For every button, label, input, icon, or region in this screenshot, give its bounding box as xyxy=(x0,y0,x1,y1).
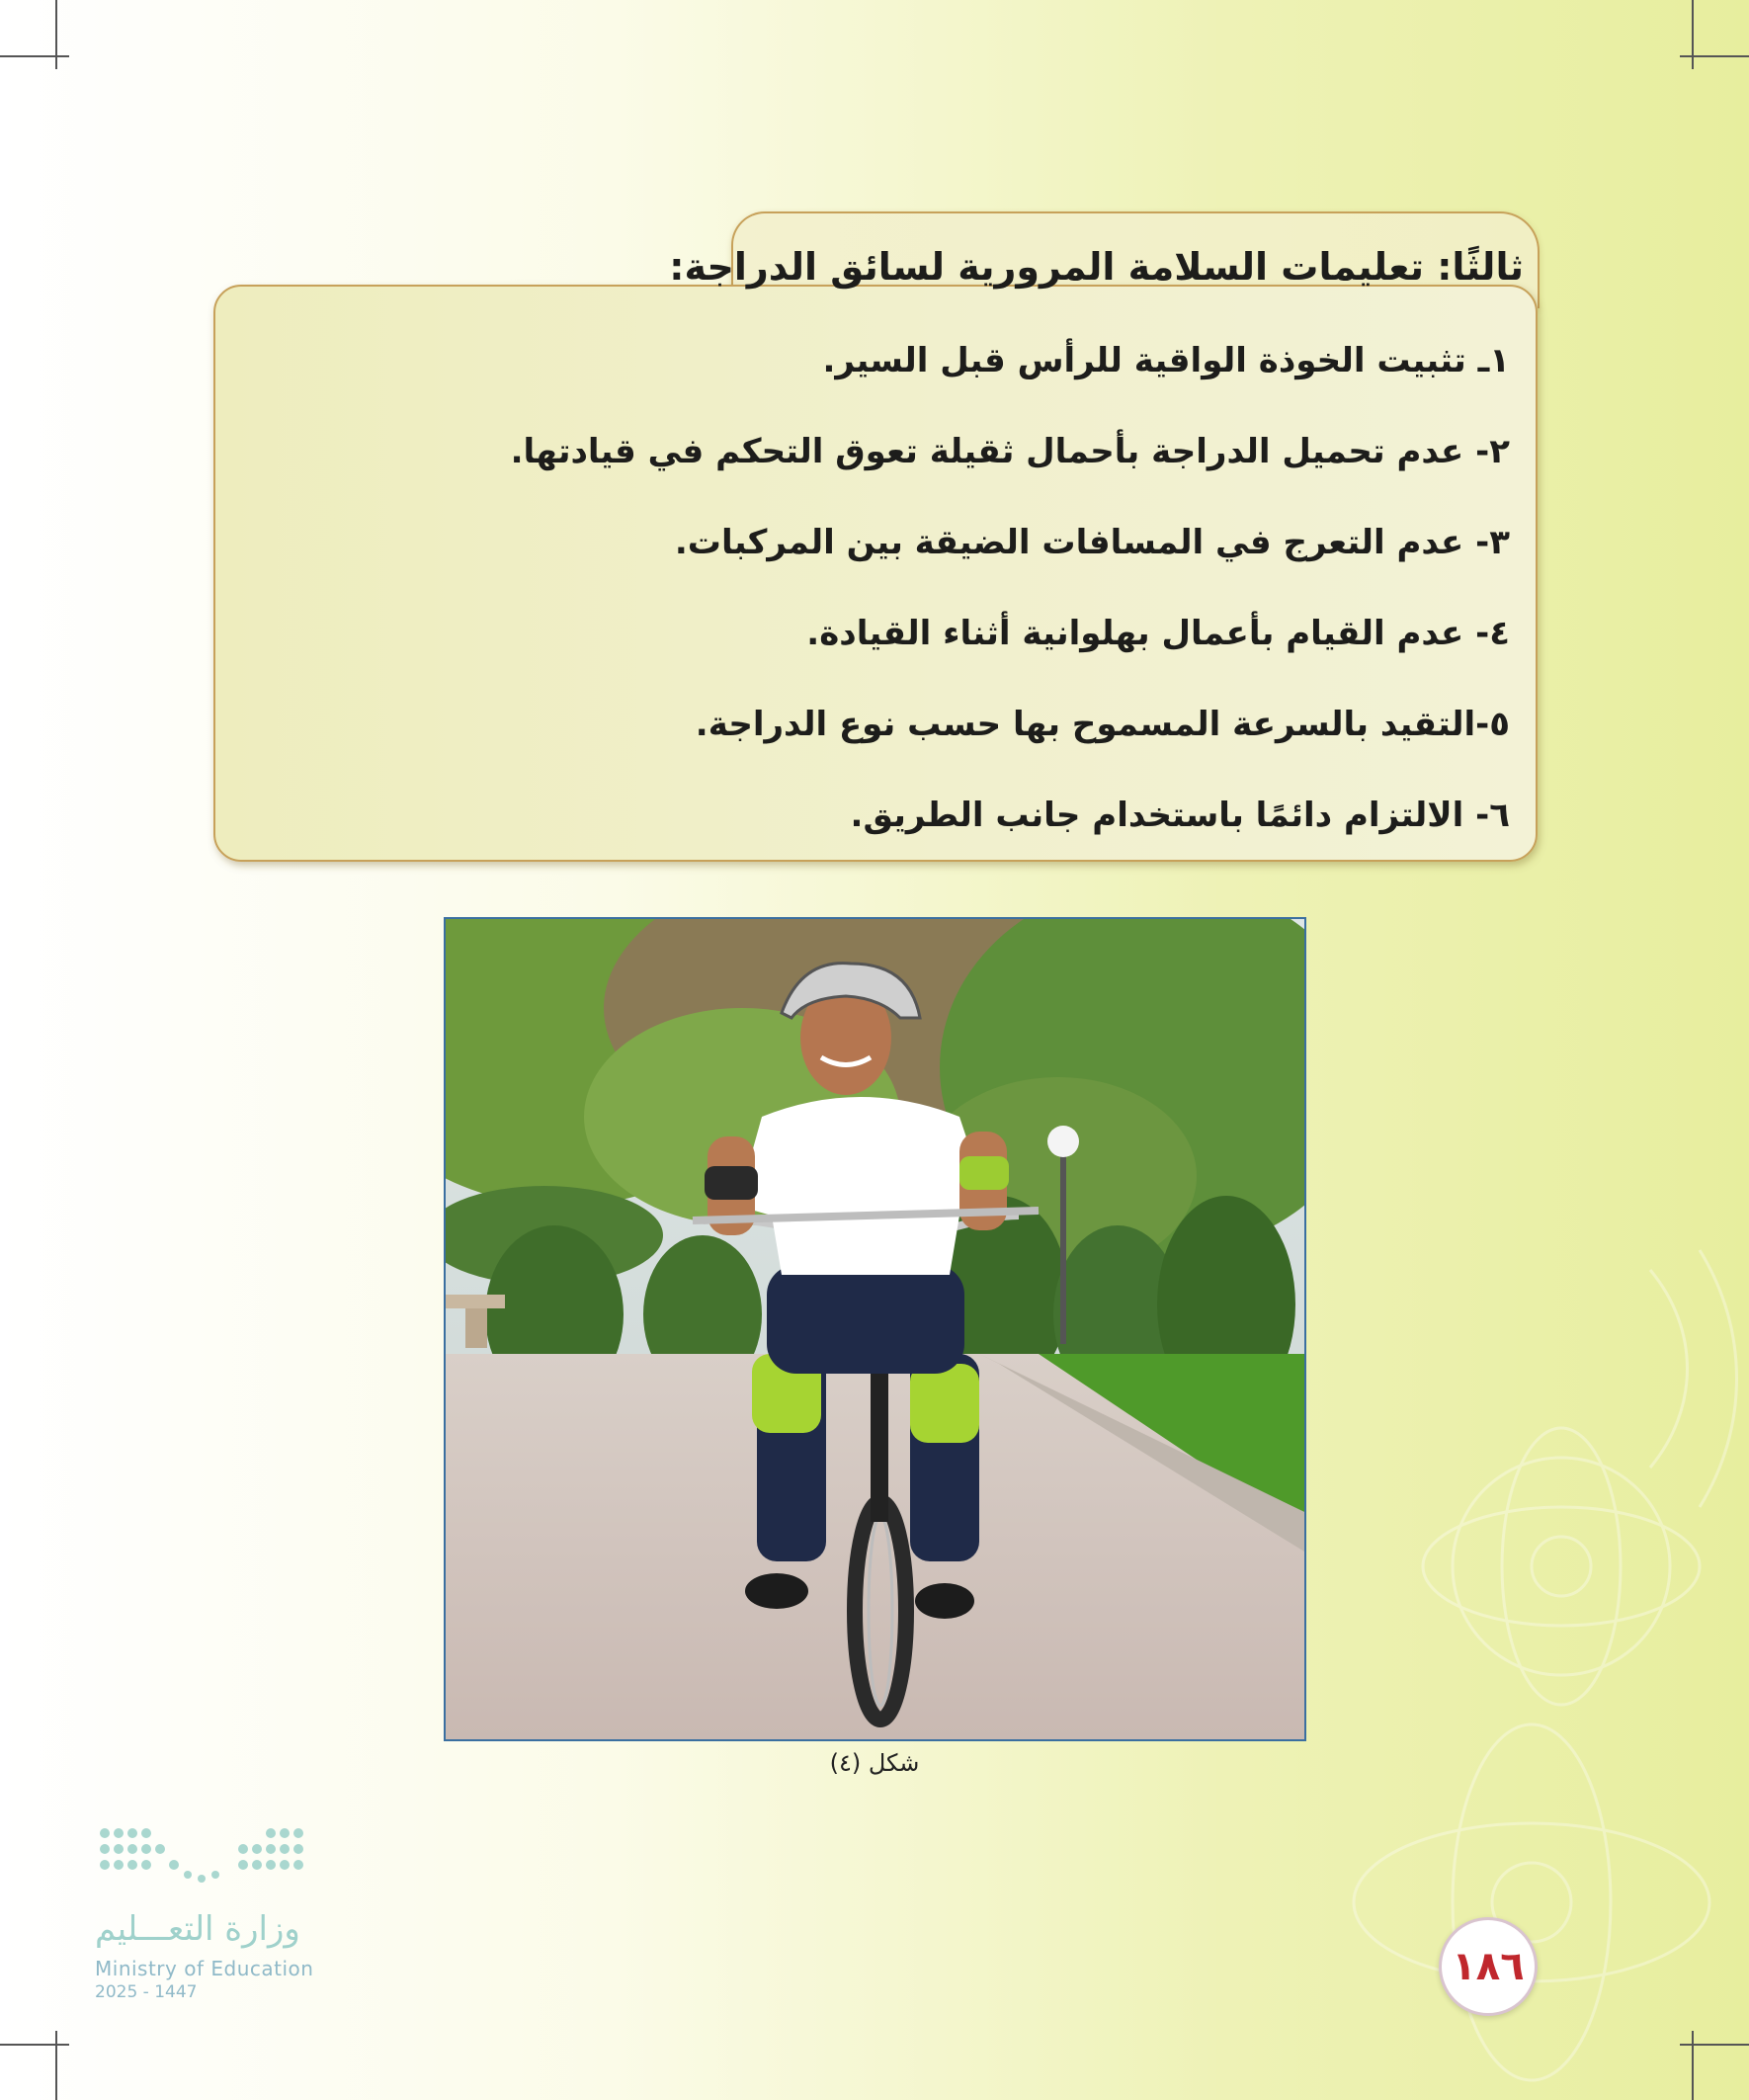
rule-item: ١ـ تثبيت الخوذة الواقية للرأس قبل السير. xyxy=(822,341,1510,380)
crop-mark xyxy=(0,55,69,57)
page-number: ١٨٦ xyxy=(1439,1917,1538,2016)
rule-item: ٢- عدم تحميل الدراجة بأحمال ثقيلة تعوق التحكم في قيادتها. xyxy=(510,432,1510,471)
ministry-logo-icon xyxy=(95,1823,312,1892)
rule-item: ٦- الالتزام دائمًا باستخدام جانب الطريق. xyxy=(850,796,1510,835)
ministry-name-arabic: وزارة التعـــليم xyxy=(95,1909,300,1949)
section-title: ثالثًا: تعليمات السلامة المرورية لسائق الدراجة: xyxy=(669,245,1524,289)
crop-mark xyxy=(1680,55,1749,57)
rules-list xyxy=(511,336,1510,882)
edition-year: 2025 - 1447 xyxy=(95,1982,198,2002)
crop-mark xyxy=(55,2031,57,2100)
crop-mark xyxy=(55,0,57,69)
crop-mark xyxy=(1692,0,1694,69)
figure-caption: شكل (٤) xyxy=(829,1749,920,1777)
child-on-bicycle-illustration xyxy=(446,919,1304,1739)
ministry-name-english: Ministry of Education xyxy=(95,1957,314,1980)
rule-item: ٣- عدم التعرج في المسافات الضيقة بين المركبات. xyxy=(674,523,1510,562)
rule-item: ٤- عدم القيام بأعمال بهلوانية أثناء القيادة. xyxy=(806,614,1510,653)
rule-item: ٥-التقيد بالسرعة المسموح بها حسب نوع الدراجة. xyxy=(695,705,1510,744)
bicycle-photo xyxy=(444,917,1306,1741)
crop-mark xyxy=(0,2044,69,2046)
